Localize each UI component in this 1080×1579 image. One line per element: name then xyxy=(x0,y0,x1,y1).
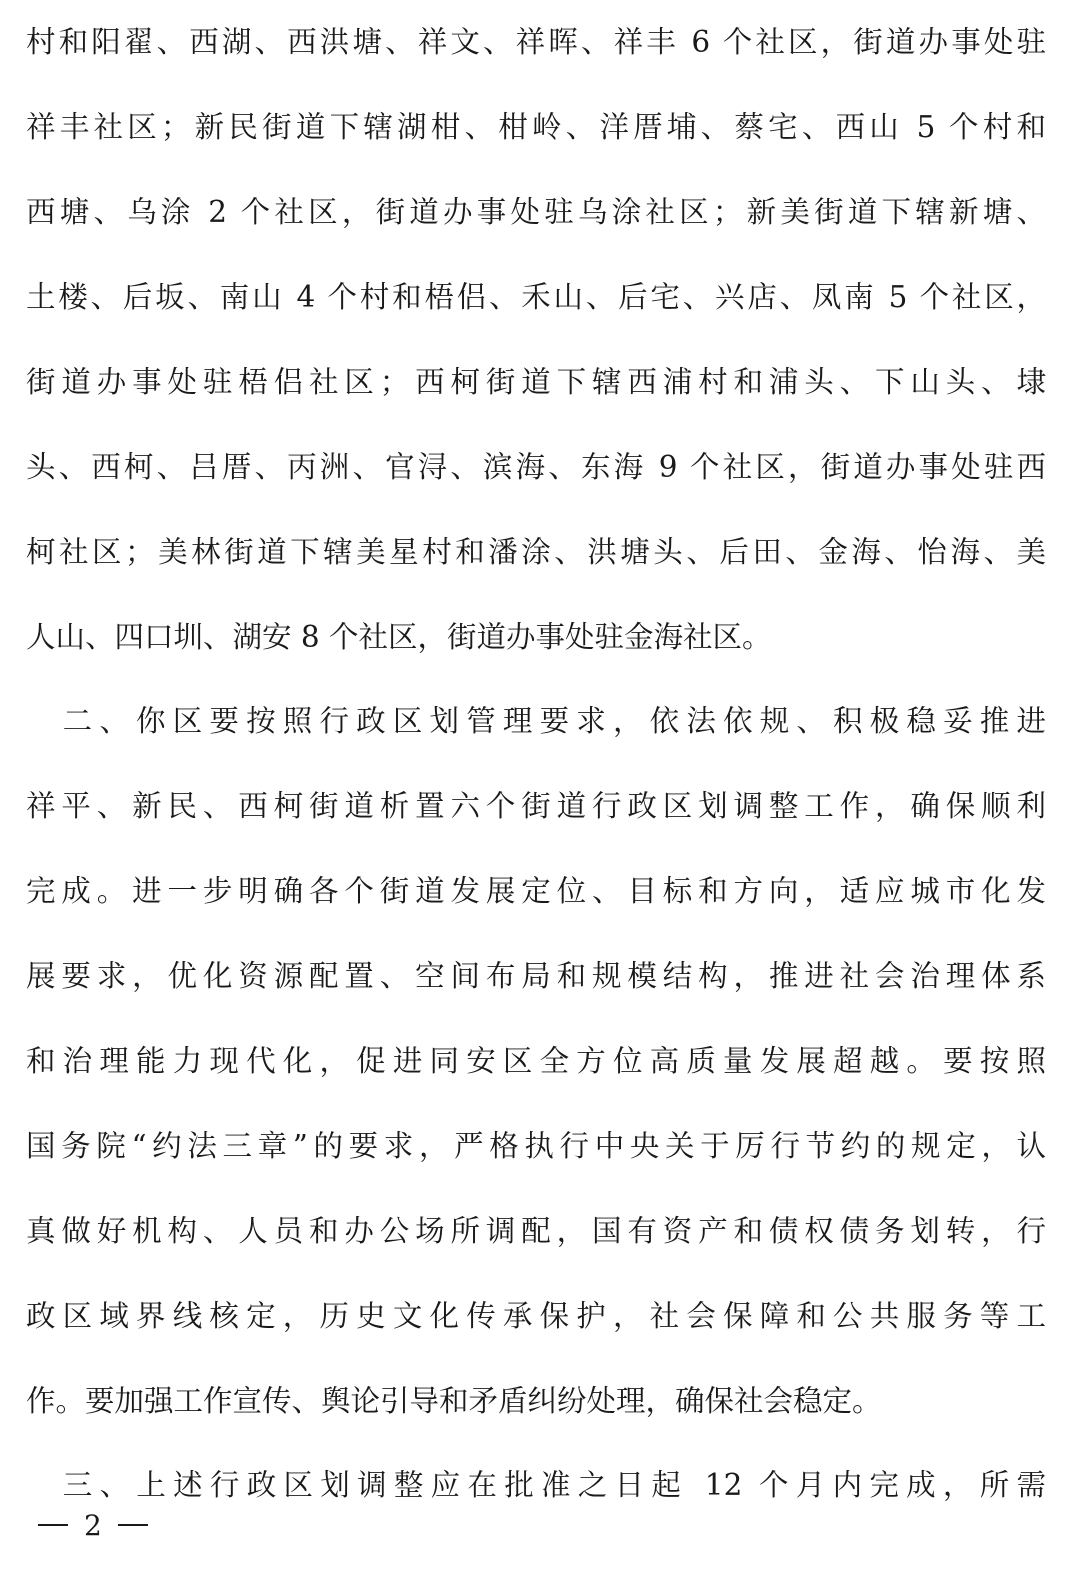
paragraph-3-start: 三、上述行政区划调整应在批准之日起 12 个月内完成，所需 xyxy=(26,1468,1046,1502)
text-line: 真做好机构、人员和办公场所调配，国有资产和债权债务划转，行 xyxy=(26,1214,1046,1248)
text-line: 祥平、新民、西柯街道析置六个街道行政区划调整工作，确保顺利 xyxy=(26,789,1046,823)
text-line: 头、西柯、吕厝、丙洲、官浔、滨海、东海 9 个社区，街道办事处驻西 xyxy=(26,450,1046,484)
text-line: 村和阳翟、西湖、西洪塘、祥文、祥晖、祥丰 6 个社区，街道办事处驻 xyxy=(26,25,1046,59)
paragraph-2-start: 二、你区要按照行政区划管理要求，依法依规、积极稳妥推进 xyxy=(26,704,1046,738)
text-line: 街道办事处驻梧侣社区；西柯街道下辖西浦村和浦头、下山头、埭 xyxy=(26,365,1046,399)
text-line: 和治理能力现代化，促进同安区全方位高质量发展超越。要按照 xyxy=(26,1044,1046,1078)
text-line: 西塘、乌涂 2 个社区，街道办事处驻乌涂社区；新美街道下辖新塘、 xyxy=(26,195,1046,229)
footer-dash-right xyxy=(118,1524,148,1526)
text-line: 作。要加强工作宣传、舆论引导和矛盾纠纷处理，确保社会稳定。 xyxy=(26,1384,882,1418)
footer-dash-left xyxy=(38,1524,68,1526)
text-line: 人山、四口圳、湖安 8 个社区，街道办事处驻金海社区。 xyxy=(26,620,772,654)
text-line: 政区域界线核定，历史文化传承保护，社会保障和公共服务等工 xyxy=(26,1299,1046,1333)
text-line: 祥丰社区；新民街道下辖湖柑、柑岭、洋厝埔、蔡宅、西山 5 个村和 xyxy=(26,110,1046,144)
text-line: 国务院“约法三章”的要求，严格执行中央关于厉行节约的规定，认 xyxy=(26,1129,1046,1163)
page-number: 2 xyxy=(84,1508,102,1542)
page-footer xyxy=(26,1507,160,1543)
text-line: 土楼、后坂、南山 4 个村和梧侣、禾山、后宅、兴店、凤南 5 个社区， xyxy=(26,280,1046,314)
text-line: 完成。进一步明确各个街道发展定位、目标和方向，适应城市化发 xyxy=(26,874,1046,908)
text-line: 柯社区；美林街道下辖美星村和潘涂、洪塘头、后田、金海、怡海、美 xyxy=(26,535,1046,569)
text-line: 展要求，优化资源配置、空间布局和规模结构，推进社会治理体系 xyxy=(26,959,1046,993)
